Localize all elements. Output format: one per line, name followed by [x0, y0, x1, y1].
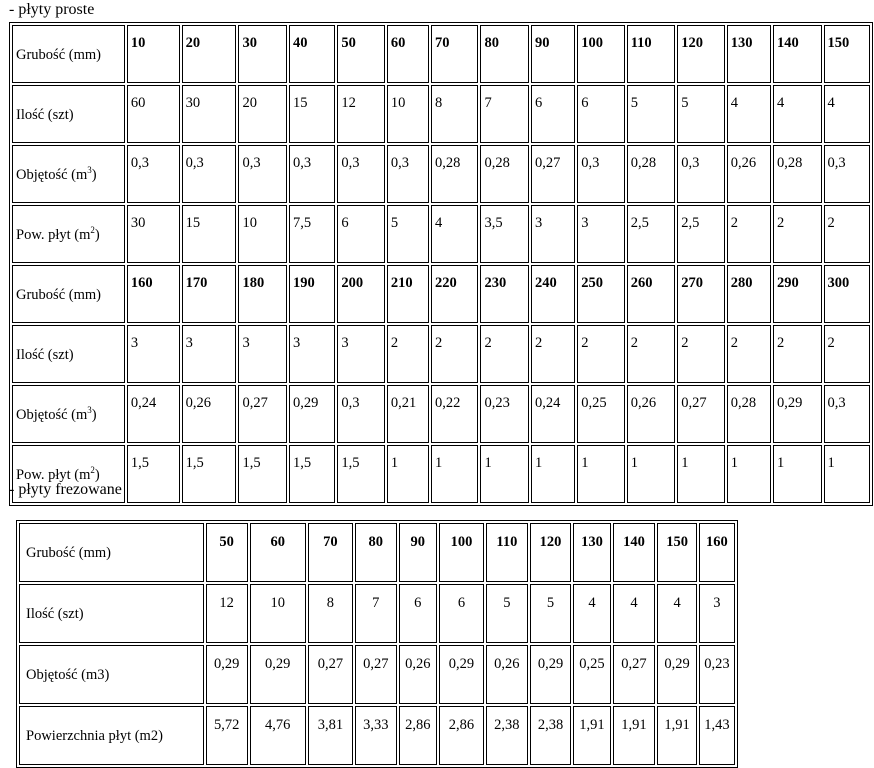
row-label-suffix: )	[94, 226, 100, 243]
table-cell: 3	[289, 325, 335, 383]
table-cell: 110	[486, 523, 528, 582]
table-cell: 6	[399, 584, 437, 643]
table-cell: 150	[657, 523, 696, 582]
row-label: Powierzchnia płyt (m2)	[19, 706, 204, 765]
table-row	[12, 85, 870, 143]
table-cell: 260	[627, 265, 676, 323]
table-row	[12, 325, 870, 383]
table-cell: 50	[337, 25, 384, 83]
table-cell: 2	[727, 205, 771, 263]
row-label-suffix: )	[91, 166, 97, 183]
table-cell: 0,26	[486, 645, 528, 704]
table-cell: 1	[824, 445, 871, 503]
table-cell: 3,5	[480, 205, 529, 263]
table-cell: 2	[531, 325, 575, 383]
table-cell: 1	[577, 445, 624, 503]
table-cell: 0,3	[127, 145, 180, 203]
table-cell: 15	[182, 205, 237, 263]
table-cell: 1,43	[699, 706, 735, 765]
table-cell: 120	[530, 523, 572, 582]
table-cell: 2	[773, 325, 822, 383]
table-cell: 220	[431, 265, 478, 323]
table-row	[19, 523, 735, 582]
row-label	[12, 25, 125, 83]
table-cell: 0,21	[387, 385, 429, 443]
table-cell: 0,29	[530, 645, 572, 704]
row-label-superscript: 3	[87, 404, 92, 415]
table-cell: 10	[127, 25, 180, 83]
table-cell: 10	[387, 85, 429, 143]
row-label	[12, 205, 125, 263]
table-cell: 0,3	[337, 145, 384, 203]
table-cell: 3	[127, 325, 180, 383]
table-cell: 8	[308, 584, 353, 643]
table-cell: 3	[238, 325, 287, 383]
table-cell: 2,5	[627, 205, 676, 263]
table-cell: 0,27	[613, 645, 656, 704]
table-cell: 0,3	[289, 145, 335, 203]
table-cell: 2,5	[677, 205, 724, 263]
row-label-text: Grubość (mm)	[16, 286, 101, 303]
table-cell: 15	[289, 85, 335, 143]
table-cell: 1,91	[573, 706, 610, 765]
table-cell: 1,5	[127, 445, 180, 503]
row-label-text: Pow. płyt (m	[16, 226, 91, 243]
table-cell: 0,3	[238, 145, 287, 203]
table-cell: 2	[773, 205, 822, 263]
table-cell: 4,76	[250, 706, 306, 765]
table-cell: 50	[206, 523, 248, 582]
table-cell: 7,5	[289, 205, 335, 263]
table-cell: 90	[531, 25, 575, 83]
table-cell: 0,29	[206, 645, 248, 704]
table-cell: 190	[289, 265, 335, 323]
table-cell: 5	[627, 85, 676, 143]
table-cell: 160	[127, 265, 180, 323]
table-cell: 5	[387, 205, 429, 263]
table-cell: 2	[480, 325, 529, 383]
row-label-superscript: 2	[90, 224, 95, 235]
table-cell: 130	[573, 523, 610, 582]
row-label-superscript: 2	[90, 464, 95, 475]
table-cell: 0,27	[677, 385, 724, 443]
table-cell: 0,3	[824, 145, 871, 203]
table-cell: 160	[699, 523, 735, 582]
table-cell: 0,29	[439, 645, 484, 704]
table-cell: 2	[387, 325, 429, 383]
table-cell: 1	[480, 445, 529, 503]
table-cell: 270	[677, 265, 724, 323]
table-cell: 0,3	[677, 145, 724, 203]
table-cell: 250	[577, 265, 624, 323]
table-cell: 0,24	[127, 385, 180, 443]
table-cell: 60	[250, 523, 306, 582]
table-cell: 3	[577, 205, 624, 263]
table-cell: 60	[127, 85, 180, 143]
table-cell: 110	[627, 25, 676, 83]
table-cell: 0,28	[627, 145, 676, 203]
table-cell: 0,28	[431, 145, 478, 203]
table-cell: 130	[727, 25, 771, 83]
table-cell: 0,26	[727, 145, 771, 203]
table-cell: 1	[773, 445, 822, 503]
table-cell: 80	[355, 523, 397, 582]
table-cell: 12	[206, 584, 248, 643]
table-cell: 0,29	[657, 645, 696, 704]
table-cell: 0,27	[238, 385, 287, 443]
table-cell: 2	[727, 325, 771, 383]
table-cell: 100	[577, 25, 624, 83]
table-cell: 180	[238, 265, 287, 323]
table-cell: 0,23	[480, 385, 529, 443]
row-label	[12, 85, 125, 143]
table-cell: 4	[573, 584, 610, 643]
table-cell: 4	[727, 85, 771, 143]
table-cell: 1,91	[657, 706, 696, 765]
table-cell: 60	[387, 25, 429, 83]
table-cell: 230	[480, 265, 529, 323]
row-label: Objętość (m3)	[19, 645, 204, 704]
table-cell: 80	[480, 25, 529, 83]
table-cell: 2,86	[439, 706, 484, 765]
table-cell: 0,25	[577, 385, 624, 443]
table-cell: 6	[577, 85, 624, 143]
table-cell: 40	[289, 25, 335, 83]
table-cell: 2	[577, 325, 624, 383]
table-cell: 2,38	[486, 706, 528, 765]
table-cell: 1	[727, 445, 771, 503]
table-cell: 0,22	[431, 385, 478, 443]
table-cell: 0,3	[337, 385, 384, 443]
table-cell: 2,38	[530, 706, 572, 765]
table-cell: 0,25	[573, 645, 610, 704]
table-cell: 1	[431, 445, 478, 503]
table-cell: 1,5	[337, 445, 384, 503]
table-cell: 30	[238, 25, 287, 83]
row-label-text: Ilość (szt)	[16, 106, 74, 123]
table-cell: 2	[431, 325, 478, 383]
table-cell: 70	[431, 25, 478, 83]
table-cell: 8	[431, 85, 478, 143]
table-cell: 0,29	[250, 645, 306, 704]
row-label-text: Objętość (m	[16, 166, 88, 183]
table-cell: 6	[439, 584, 484, 643]
table-cell: 0,3	[824, 385, 871, 443]
table-cell: 0,3	[387, 145, 429, 203]
table-cell: 10	[238, 205, 287, 263]
table-cell: 1	[387, 445, 429, 503]
table-cell: 70	[308, 523, 353, 582]
section-heading-plyty-frezowane: - płyty frezowane	[9, 481, 122, 498]
table-plyty-proste	[9, 22, 873, 506]
row-label	[12, 265, 125, 323]
row-label-text: Grubość (mm)	[16, 46, 101, 63]
table-row	[19, 584, 735, 643]
table-cell: 6	[531, 85, 575, 143]
table-cell: 0,27	[355, 645, 397, 704]
row-label-suffix: )	[94, 466, 100, 483]
table-cell: 0,27	[531, 145, 575, 203]
table-cell: 7	[355, 584, 397, 643]
table-cell: 0,26	[399, 645, 437, 704]
table-row	[12, 385, 870, 443]
table-cell: 1,91	[613, 706, 656, 765]
table-cell: 2	[677, 325, 724, 383]
table-cell: 0,28	[727, 385, 771, 443]
table-cell: 4	[824, 85, 871, 143]
table-row	[12, 205, 870, 263]
table-cell: 0,26	[627, 385, 676, 443]
table-cell: 0,24	[531, 385, 575, 443]
table-cell: 5,72	[206, 706, 248, 765]
table-cell: 240	[531, 265, 575, 323]
table-cell: 3	[531, 205, 575, 263]
table-cell: 30	[127, 205, 180, 263]
table-cell: 4	[657, 584, 696, 643]
row-label-text: Pow. płyt (m	[16, 466, 91, 483]
row-label-text: Objętość (m	[16, 406, 88, 423]
table-cell: 150	[824, 25, 871, 83]
table-cell: 4	[431, 205, 478, 263]
table-cell: 0,27	[308, 645, 353, 704]
table-cell: 0,28	[773, 145, 822, 203]
table-row	[12, 445, 870, 503]
row-label: Ilość (szt)	[19, 584, 204, 643]
table-cell: 0,26	[182, 385, 237, 443]
table-cell: 0,28	[480, 145, 529, 203]
table-cell: 200	[337, 265, 384, 323]
table-cell: 140	[613, 523, 656, 582]
table-row	[19, 645, 735, 704]
table-cell: 1	[677, 445, 724, 503]
table-cell: 1	[627, 445, 676, 503]
table-cell: 290	[773, 265, 822, 323]
table-cell: 280	[727, 265, 771, 323]
table-cell: 3,81	[308, 706, 353, 765]
table-cell: 5	[486, 584, 528, 643]
row-label	[12, 385, 125, 443]
table-cell: 0,3	[182, 145, 237, 203]
table-cell: 5	[530, 584, 572, 643]
table-cell: 1	[531, 445, 575, 503]
table-cell: 1,5	[182, 445, 237, 503]
table-cell: 100	[439, 523, 484, 582]
table-cell: 2	[824, 205, 871, 263]
table-row	[12, 25, 870, 83]
table-cell: 20	[182, 25, 237, 83]
row-label: Grubość (mm)	[19, 523, 204, 582]
table-row	[12, 145, 870, 203]
table-cell: 1,5	[238, 445, 287, 503]
table-cell: 300	[824, 265, 871, 323]
table-cell: 3	[337, 325, 384, 383]
table-row	[12, 265, 870, 323]
table-cell: 20	[238, 85, 287, 143]
table-cell: 4	[613, 584, 656, 643]
table-cell: 2	[824, 325, 871, 383]
table-cell: 10	[250, 584, 306, 643]
table-cell: 2,86	[399, 706, 437, 765]
table-cell: 3,33	[355, 706, 397, 765]
row-label	[12, 145, 125, 203]
table-cell: 140	[773, 25, 822, 83]
table-plyty-frezowane	[16, 520, 738, 768]
table-cell: 0,23	[699, 645, 735, 704]
table-cell: 30	[182, 85, 237, 143]
table-cell: 3	[182, 325, 237, 383]
table-cell: 0,3	[577, 145, 624, 203]
table-cell: 90	[399, 523, 437, 582]
table-cell: 210	[387, 265, 429, 323]
table-row	[19, 706, 735, 765]
row-label-superscript: 3	[87, 164, 92, 175]
table-cell: 6	[337, 205, 384, 263]
table-cell: 0,29	[289, 385, 335, 443]
row-label-suffix: )	[91, 406, 97, 423]
table-cell: 0,29	[773, 385, 822, 443]
table-cell: 7	[480, 85, 529, 143]
table-cell: 5	[677, 85, 724, 143]
table-cell: 1,5	[289, 445, 335, 503]
row-label-text: Ilość (szt)	[16, 346, 74, 363]
table-cell: 170	[182, 265, 237, 323]
table-cell: 12	[337, 85, 384, 143]
section-heading-plyty-proste: - płyty proste	[9, 1, 95, 18]
table-cell: 3	[699, 584, 735, 643]
table-cell: 4	[773, 85, 822, 143]
table-cell: 120	[677, 25, 724, 83]
row-label	[12, 325, 125, 383]
table-cell: 2	[627, 325, 676, 383]
